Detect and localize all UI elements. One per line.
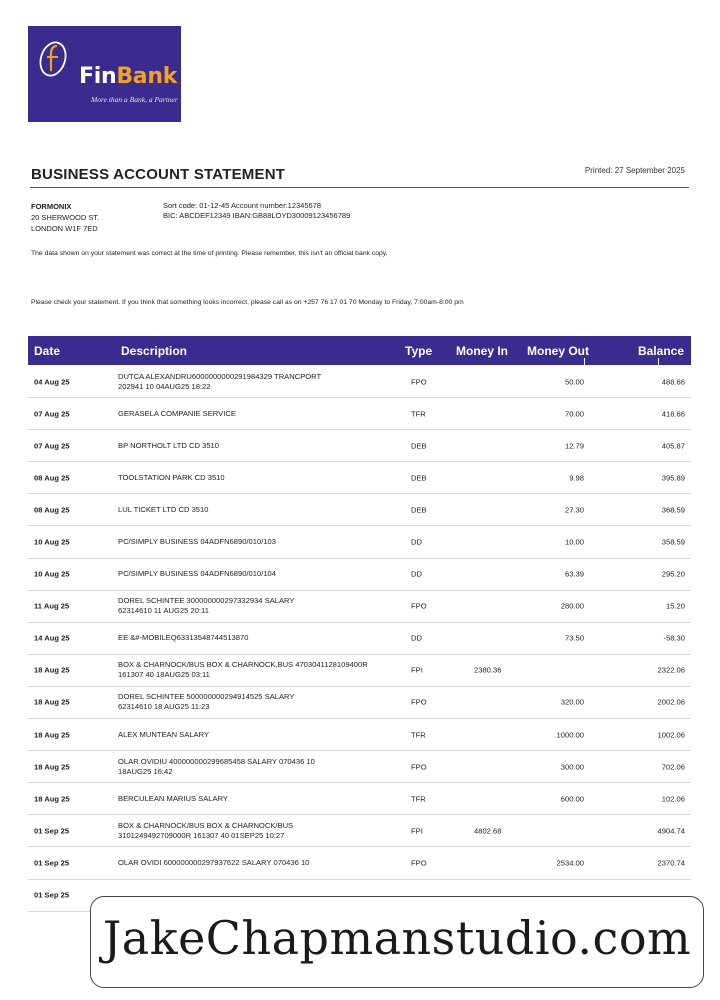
cell-type: TFR (411, 794, 426, 804)
company-name: FORMONIX (31, 202, 72, 211)
description-line-1: DUTCA ALEXANDRU6000000000291984329 TRANCPORT (118, 371, 322, 381)
cell-description (118, 858, 309, 868)
cell-type: FPO (411, 858, 427, 868)
cell-balance: 15.20 (665, 601, 685, 611)
description-line-1: BERCULEAN MARIUS SALARY (118, 793, 229, 803)
bank-name-part1: Fin (79, 64, 117, 89)
cell-description (118, 692, 294, 712)
data-notice: The data shown on your statement was correct at the time of printing. Please remember, this isn't an official bank copy. (31, 250, 388, 257)
statement-title: BUSINESS ACCOUNT STATEMENT (31, 166, 286, 183)
cell-date: 10 Aug 25 (34, 537, 70, 547)
cell-money-out: 300.00 (560, 762, 584, 772)
table-row (28, 462, 691, 494)
cell-date: 14 Aug 25 (34, 633, 70, 643)
cell-balance: 418.66 (661, 409, 685, 419)
table-row (28, 591, 691, 623)
description-line-1: BP NORTHOLT LTD CD 3510 (118, 440, 220, 450)
cell-money-in: 4802.68 (474, 826, 502, 836)
cell-money-out: 2534.00 (556, 858, 584, 868)
cell-balance: 368.59 (661, 505, 685, 515)
description-line-2: 62314610 18 AUG25 11:23 (118, 702, 210, 712)
cell-money-out: 1000.00 (556, 730, 584, 740)
description-line-1: OLAR OVIDIU 400000000299685458 SALARY 070436 10 (118, 756, 315, 766)
cell-money-out: 73.50 (564, 633, 584, 643)
cell-date: 07 Aug 25 (34, 409, 70, 419)
address-line-1: 20 SHERWOOD ST. (31, 213, 100, 222)
description-line-1: PC/SIMPLY BUSINESS 04ADFN6890/010/103 (118, 537, 277, 547)
cell-balance: 488.66 (661, 377, 685, 387)
cell-type: FPO (411, 377, 427, 387)
column-header-balance: Balance (637, 344, 684, 358)
cell-description (118, 441, 219, 451)
bank-tagline: More than a Bank, a Partner (91, 95, 178, 104)
description-line-1: LUL TICKET LTD CD 3510 (118, 504, 209, 514)
cell-balance: 4904.74 (657, 826, 685, 836)
cell-type: FPO (411, 762, 427, 772)
cell-description (118, 372, 321, 392)
cell-description (118, 660, 368, 680)
watermark-banner (90, 896, 704, 988)
table-row (28, 494, 691, 526)
cell-date: 01 Sep 25 (34, 826, 70, 836)
cell-date: 18 Aug 25 (34, 730, 70, 740)
printed-date: Printed: 27 September 2025 (584, 166, 685, 175)
table-row (28, 655, 691, 687)
cell-description (118, 537, 276, 547)
description-line-2: 202941 10 04AUG25 18:22 (118, 381, 211, 391)
column-header-date: Date (34, 344, 61, 358)
cell-type: DD (411, 633, 422, 643)
cell-balance: 2370.74 (657, 858, 685, 868)
column-header-type: Type (405, 344, 433, 358)
finbank-emblem-icon (38, 38, 68, 80)
description-line-2: 62314610 11 AUG25 20:11 (118, 606, 209, 616)
cell-description (118, 596, 294, 616)
table-row (28, 687, 691, 719)
cell-money-in: 2380.36 (474, 665, 502, 675)
cell-type: DD (411, 569, 422, 579)
cell-date: 01 Sep 25 (34, 858, 70, 868)
cell-balance: 1002.06 (657, 730, 685, 740)
cell-money-out: 600.00 (560, 794, 584, 804)
cell-date: 07 Aug 25 (34, 441, 70, 451)
cell-description (118, 794, 228, 804)
description-line-1: OLAR OVIDI 600000000297937622 SALARY 070436 10 (118, 857, 310, 867)
cell-money-out: 27.30 (564, 505, 584, 515)
cell-money-out: 70.00 (564, 409, 584, 419)
cell-type: FPO (411, 601, 427, 611)
cell-type: FPI (411, 826, 423, 836)
account-details (163, 201, 350, 221)
cell-balance: 102.06 (661, 794, 685, 804)
description-line-2: 161307 40 18AUG25 03:11 (118, 670, 210, 680)
cell-description (118, 757, 315, 777)
cell-balance: 405.87 (661, 441, 685, 451)
header-divider (658, 358, 659, 365)
column-header-description: Description (121, 344, 188, 358)
table-row (28, 623, 691, 655)
cell-date: 08 Aug 25 (34, 505, 70, 515)
cell-balance: 2322.06 (657, 665, 685, 675)
cell-money-out: 63.39 (564, 569, 584, 579)
address-line-2: LONDON W1F 7ED (31, 224, 98, 233)
table-row (28, 430, 691, 462)
description-line-2: 18AUG25 16:42 (118, 766, 173, 776)
transactions-table (28, 366, 691, 912)
cell-balance: -58.30 (663, 633, 685, 643)
cell-money-out: 280.00 (560, 601, 584, 611)
table-row (28, 751, 691, 783)
cell-date: 10 Aug 25 (34, 569, 70, 579)
description-line-1: DOREL SCHINTEE 500000000294914525 SALARY (118, 692, 295, 702)
description-line-1: PC/SIMPLY BUSINESS 04ADFN6890/010/104 (118, 569, 277, 579)
cell-type: TFR (411, 730, 426, 740)
table-row (28, 559, 691, 591)
description-line-1: BOX & CHARNOCK/BUS BOX & CHARNOCK/BUS (118, 820, 294, 830)
cell-description (118, 409, 236, 419)
table-row (28, 783, 691, 815)
cell-money-out: 50.00 (564, 377, 584, 387)
cell-money-out: 12.79 (564, 441, 584, 451)
column-header-money-out: Money Out (527, 344, 589, 358)
bank-name (79, 64, 177, 89)
table-row (28, 398, 691, 430)
check-notice: Please check your statement. If you think that something looks incorrect, please call as on +257 76 17 01 70 Monday to Friday, 7:00am-8:00 pm (31, 299, 464, 306)
cell-money-out: 9.98 (569, 473, 584, 483)
cell-description (118, 473, 225, 483)
cell-balance: 358.59 (661, 537, 685, 547)
cell-balance: 2002.06 (657, 697, 685, 707)
table-row (28, 366, 691, 398)
watermark-text: JakeChapmanstudio.com (102, 911, 692, 965)
cell-date: 01 Sep 25 (34, 890, 70, 900)
table-row (28, 815, 691, 847)
cell-description (118, 569, 276, 579)
table-row (28, 719, 691, 751)
table-header (28, 336, 691, 365)
cell-description (118, 633, 248, 643)
description-line-1: BOX & CHARNOCK/BUS BOX & CHARNOCK,BUS 4703041128109400R (118, 660, 368, 670)
description-line-1: GERASELA COMPANIE SERVICE (118, 408, 236, 418)
header-divider (584, 358, 585, 365)
cell-type: FPO (411, 697, 427, 707)
description-line-1: TOOLSTATION PARK CD 3510 (118, 472, 225, 482)
cell-date: 08 Aug 25 (34, 473, 70, 483)
cell-type: FPI (411, 665, 423, 675)
customer-address (31, 201, 99, 234)
table-row (28, 526, 691, 558)
cell-description (118, 730, 209, 740)
cell-money-out: 10.00 (564, 537, 584, 547)
account-line-2: BIC: ABCDEF12349 IBAN:GB88LOYD30009123456789 (163, 211, 351, 220)
cell-date: 18 Aug 25 (34, 794, 70, 804)
cell-balance: 295.20 (661, 569, 685, 579)
description-line-1: ALEX MUNTEAN SALARY (118, 729, 210, 739)
cell-type: DEB (411, 473, 427, 483)
cell-description (118, 505, 208, 515)
cell-description (118, 821, 293, 841)
description-line-1: DOREL SCHINTEE 300000000297332934 SALARY (118, 596, 295, 606)
cell-balance: 702.06 (661, 762, 685, 772)
cell-type: DEB (411, 505, 427, 515)
cell-date: 11 Aug 25 (34, 601, 70, 611)
cell-type: TFR (411, 409, 426, 419)
title-divider (30, 187, 689, 188)
column-header-money-in: Money In (456, 344, 509, 358)
description-line-2: 3101249492709000R 161307 40 01SEP25 10:27 (118, 830, 285, 840)
account-line-1: Sort code: 01-12-45 Account number:12345678 (163, 201, 322, 210)
finbank-logo (28, 26, 181, 122)
cell-date: 18 Aug 25 (34, 665, 70, 675)
bank-name-part2: Bank (116, 64, 178, 89)
description-line-1: EE &#-MOBILEQ63313548744513870 (118, 633, 249, 643)
cell-type: DD (411, 537, 422, 547)
cell-date: 18 Aug 25 (34, 697, 70, 707)
cell-date: 04 Aug 25 (34, 377, 70, 387)
cell-date: 18 Aug 25 (34, 762, 70, 772)
table-row (28, 847, 691, 879)
cell-type: DEB (411, 441, 427, 451)
cell-money-out: 320.00 (560, 697, 584, 707)
cell-balance: 395.89 (661, 473, 685, 483)
